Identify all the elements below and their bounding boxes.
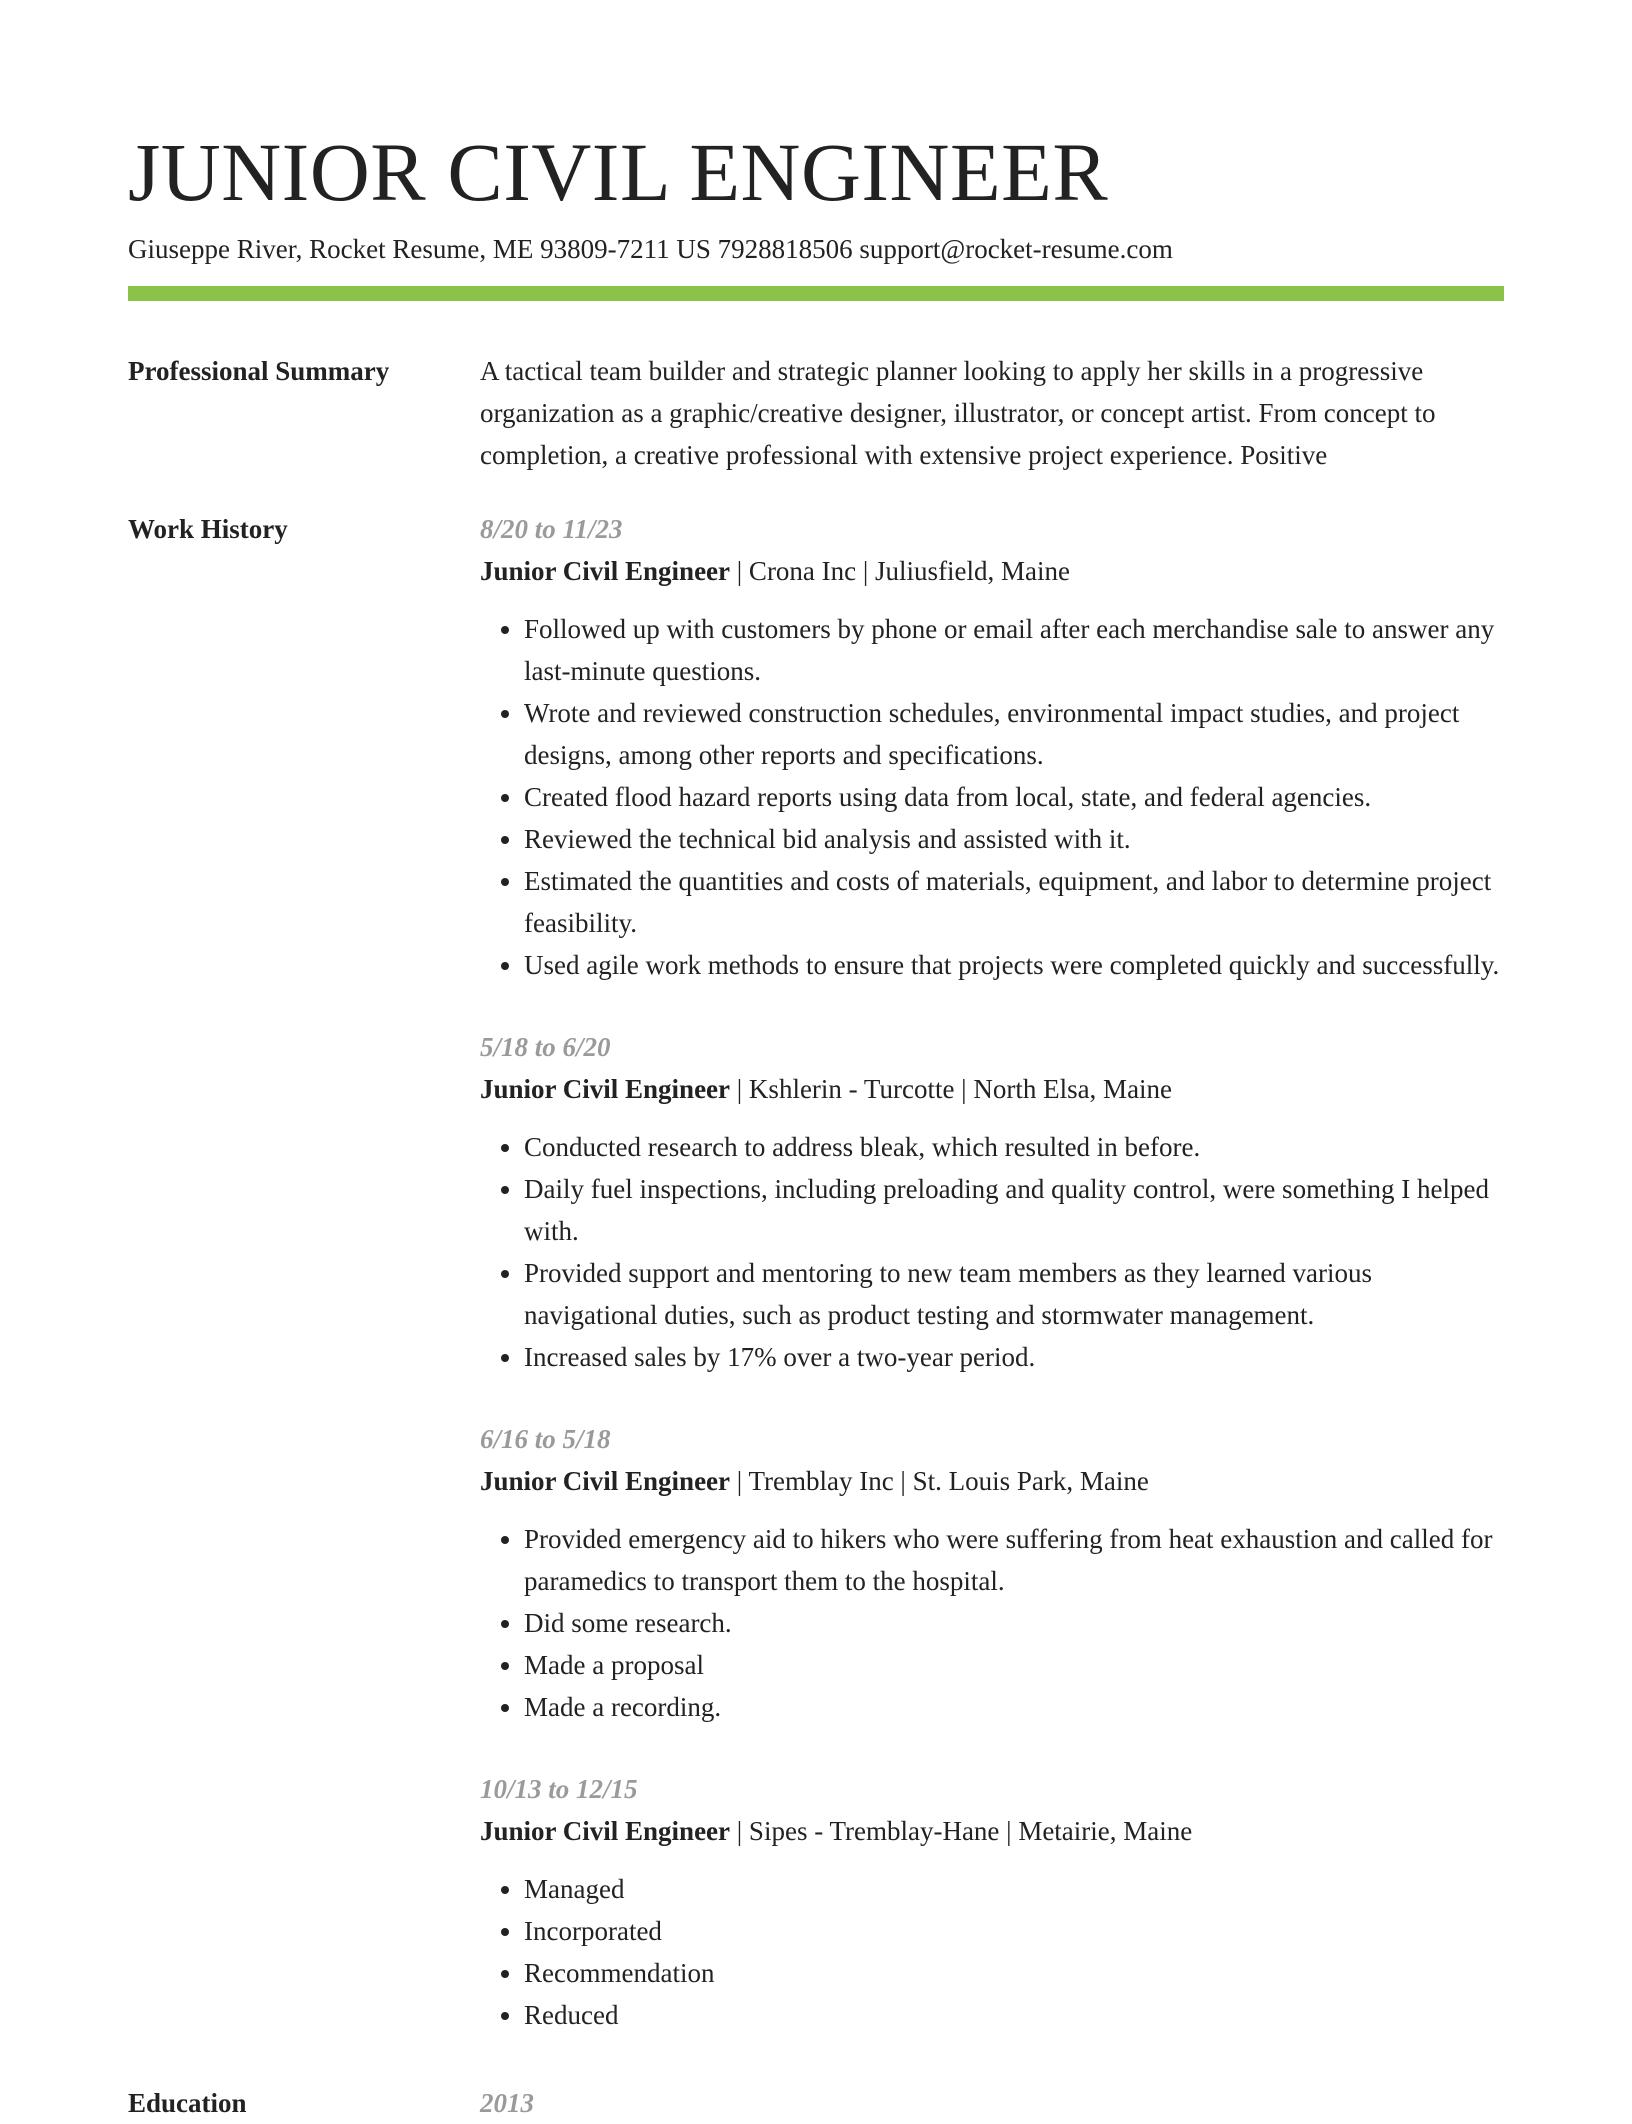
job-date: 10/13 to 12/15 [480, 1774, 638, 1804]
accent-divider [128, 286, 1504, 301]
job-bullet: • Estimated the quantities and costs of materials, equipment, and labor to determine project feasibility. [524, 860, 1504, 944]
job-bullet-list [480, 1868, 1504, 2036]
job-title: Junior Civil Engineer [480, 556, 731, 586]
education-body [480, 2082, 1504, 2124]
job-bullet-list [480, 1126, 1504, 1378]
job-bullet: • Incorporated [524, 1910, 1504, 1952]
job-title: Junior Civil Engineer [480, 1816, 731, 1846]
summary-label: Professional Summary [128, 356, 390, 386]
job-details: | Tremblay Inc | St. Louis Park, Maine [730, 1466, 1149, 1496]
education-label: Education [128, 2088, 247, 2118]
job-bullet: • Managed [524, 1868, 1504, 1910]
job-date: 6/16 to 5/18 [480, 1424, 611, 1454]
job-bullet: • Provided support and mentoring to new team members as they learned various navigational duties, such as product testing and stormwater management. [524, 1252, 1504, 1336]
job-heading [480, 1810, 1504, 1852]
job-entry [480, 1418, 1504, 1728]
job-bullet: • Did some research. [524, 1602, 1504, 1644]
work-history-body [480, 508, 1504, 2036]
job-bullet: • Made a recording. [524, 1686, 1504, 1728]
job-bullet-list [480, 608, 1504, 986]
job-bullet: • Followed up with customers by phone or email after each merchandise sale to answer any last-minute questions. [524, 608, 1504, 692]
job-bullet: • Conducted research to address bleak, which resulted in before. [524, 1126, 1504, 1168]
job-bullet: • Increased sales by 17% over a two-year period. [524, 1336, 1504, 1378]
job-bullet: • Wrote and reviewed construction schedules, environmental impact studies, and project designs, among other reports and specifications. [524, 692, 1504, 776]
job-bullet: • Made a proposal [524, 1644, 1504, 1686]
work-history-label: Work History [128, 514, 288, 544]
job-bullet: • Reduced [524, 1994, 1504, 2036]
job-date: 5/18 to 6/20 [480, 1032, 611, 1062]
job-heading [480, 550, 1504, 592]
education-date: 2013 [480, 2088, 534, 2118]
job-bullet: • Reviewed the technical bid analysis and assisted with it. [524, 818, 1504, 860]
job-title: Junior Civil Engineer [480, 1466, 731, 1496]
resume-title: JUNIOR CIVIL ENGINEER [128, 126, 1109, 218]
job-bullet-list [480, 1518, 1504, 1728]
job-bullet: • Recommendation [524, 1952, 1504, 1994]
job-entry [480, 1768, 1504, 2036]
job-details: | Crona Inc | Juliusfield, Maine [730, 556, 1071, 586]
job-bullet: • Used agile work methods to ensure that projects were completed quickly and successfully. [524, 944, 1504, 986]
job-bullet: • Provided emergency aid to hikers who were suffering from heat exhaustion and called for paramedics to transport them to the hospital. [524, 1518, 1504, 1602]
job-bullet: • Daily fuel inspections, including preloading and quality control, were something I helped with. [524, 1168, 1504, 1252]
job-title: Junior Civil Engineer [480, 1074, 731, 1104]
contact-line: Giuseppe River, Rocket Resume, ME 93809-7211 US 7928818506 support@rocket-resume.com [128, 234, 1173, 264]
job-date: 8/20 to 11/23 [480, 514, 623, 544]
job-entry [480, 508, 1504, 986]
job-bullet: • Created flood hazard reports using data from local, state, and federal agencies. [524, 776, 1504, 818]
job-heading [480, 1460, 1504, 1502]
job-details: | Sipes - Tremblay-Hane | Metairie, Maine [730, 1816, 1193, 1846]
job-heading [480, 1068, 1504, 1110]
summary-body [480, 350, 1504, 476]
job-details: | Kshlerin - Turcotte | North Elsa, Maine [730, 1074, 1173, 1104]
summary-text: A tactical team builder and strategic planner looking to apply her skills in a progressive organization as a graphic/creative designer, illustrator, or concept artist. From concept to completion, a creative professional with extensive project experience. Positive [480, 356, 1436, 470]
job-entry [480, 1026, 1504, 1378]
